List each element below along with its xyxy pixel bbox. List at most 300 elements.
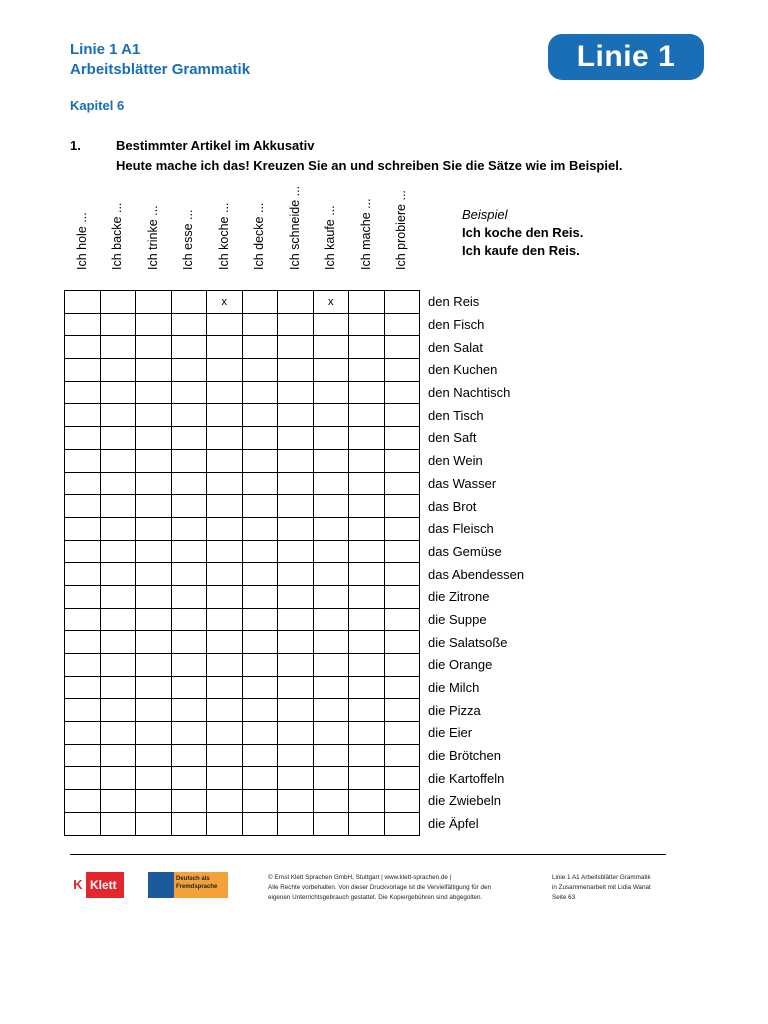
checkbox-cell[interactable] [313, 722, 349, 745]
copyright-line-3: eigenen Unterrichtsgebrauch gestattet. Die Kopiergebühren sind abgegolten. [268, 894, 483, 901]
noun-label: das Wasser [428, 475, 497, 491]
checkbox-cell[interactable] [349, 699, 385, 722]
checkbox-cell[interactable] [65, 699, 101, 722]
checkbox-cell[interactable] [171, 699, 207, 722]
noun-label: den Nachtisch [428, 385, 511, 401]
checkbox-cell[interactable] [171, 767, 207, 790]
checkbox-cell[interactable] [136, 790, 172, 813]
checkbox-cell[interactable] [349, 676, 385, 699]
checkbox-cell[interactable] [349, 767, 385, 790]
checkbox-cell[interactable] [313, 404, 349, 427]
checkbox-cell[interactable] [65, 722, 101, 745]
checkbox-cell[interactable] [242, 359, 278, 382]
checkbox-cell[interactable] [207, 631, 243, 654]
checkbox-cell[interactable] [278, 563, 314, 586]
checkbox-cell[interactable] [278, 699, 314, 722]
checkbox-cell[interactable] [171, 722, 207, 745]
checkbox-cell[interactable] [100, 676, 136, 699]
checkbox-cell[interactable] [171, 359, 207, 382]
checkbox-cell[interactable] [207, 359, 243, 382]
klett-logo-text: Klett [90, 878, 117, 892]
checkbox-cell[interactable] [242, 313, 278, 336]
checkbox-cell[interactable] [313, 699, 349, 722]
checkbox-cell[interactable] [313, 472, 349, 495]
checkbox-cell[interactable] [349, 722, 385, 745]
checkbox-cell[interactable] [278, 654, 314, 677]
checkbox-cell[interactable] [384, 812, 420, 835]
checkbox-cell[interactable] [278, 722, 314, 745]
checkbox-cell[interactable] [100, 540, 136, 563]
checkbox-cell[interactable] [207, 722, 243, 745]
checkbox-cell[interactable] [278, 631, 314, 654]
noun-label: den Tisch [428, 407, 484, 423]
checkbox-cell[interactable] [313, 381, 349, 404]
table-row [65, 517, 629, 540]
checkbox-cell[interactable] [171, 790, 207, 813]
table-row [65, 722, 629, 745]
checkbox-cell[interactable] [242, 767, 278, 790]
checkbox-cell[interactable] [313, 427, 349, 450]
checkbox-cell[interactable] [136, 495, 172, 518]
checkbox-cell[interactable] [171, 336, 207, 359]
checkbox-cell[interactable] [100, 563, 136, 586]
checkbox-cell[interactable] [349, 449, 385, 472]
checkbox-cell[interactable] [384, 744, 420, 767]
checkbox-cell[interactable] [313, 812, 349, 835]
noun-label: den Kuchen [428, 362, 498, 378]
checkbox-cell[interactable] [313, 631, 349, 654]
daf-logo-block [148, 872, 174, 898]
column-header [100, 204, 136, 284]
checkbox-cell[interactable] [100, 790, 136, 813]
checkbox-cell[interactable] [171, 472, 207, 495]
checkbox-cell[interactable] [100, 472, 136, 495]
checkbox-cell[interactable] [313, 563, 349, 586]
checkbox-cell[interactable] [207, 449, 243, 472]
checkbox-cell[interactable] [136, 654, 172, 677]
checkbox-cell[interactable] [65, 540, 101, 563]
checkbox-cell[interactable] [349, 381, 385, 404]
table-row [65, 699, 629, 722]
checkbox-cell[interactable] [278, 449, 314, 472]
checkbox-cell[interactable] [65, 631, 101, 654]
example-sentence-2: Ich kaufe den Reis. [462, 243, 580, 258]
checkbox-cell[interactable] [136, 404, 172, 427]
checkbox-cell[interactable] [65, 608, 101, 631]
checkbox-cell[interactable] [171, 313, 207, 336]
table-row [65, 767, 629, 790]
checkbox-cell[interactable] [65, 336, 101, 359]
checkbox-cell[interactable] [242, 381, 278, 404]
checkbox-cell[interactable] [65, 744, 101, 767]
checkbox-cell[interactable] [242, 744, 278, 767]
table-row [65, 381, 629, 404]
checkbox-cell[interactable] [242, 654, 278, 677]
checkbox-cell[interactable] [384, 676, 420, 699]
checkbox-cell[interactable] [171, 404, 207, 427]
checkbox-cell[interactable] [136, 427, 172, 450]
checkbox-cell[interactable] [242, 676, 278, 699]
page-info-line-2: in Zusammenarbeit mit Lidia Wanat [552, 884, 651, 891]
checkbox-cell[interactable] [278, 585, 314, 608]
checkbox-cell[interactable] [136, 472, 172, 495]
checkbox-cell[interactable] [349, 495, 385, 518]
checkbox-cell[interactable] [349, 585, 385, 608]
checkbox-cell[interactable] [65, 472, 101, 495]
column-header-label: Ich esse ... [181, 209, 196, 270]
checkbox-cell[interactable] [65, 313, 101, 336]
checkbox-cell[interactable] [242, 517, 278, 540]
checkbox-cell[interactable] [100, 608, 136, 631]
checkbox-cell[interactable] [313, 654, 349, 677]
checkbox-cell[interactable] [136, 812, 172, 835]
checkbox-cell[interactable] [278, 495, 314, 518]
checkbox-cell[interactable] [136, 699, 172, 722]
checkbox-cell[interactable] [278, 744, 314, 767]
checkbox-cell[interactable] [171, 812, 207, 835]
checkbox-cell[interactable] [65, 676, 101, 699]
column-header-label: Ich kaufe ... [323, 205, 338, 270]
checkbox-cell[interactable] [171, 676, 207, 699]
table-row [65, 563, 629, 586]
checkbox-cell[interactable] [384, 291, 420, 314]
checkbox-cell[interactable] [136, 631, 172, 654]
checkbox-cell[interactable] [100, 631, 136, 654]
checkbox-cell[interactable] [384, 654, 420, 677]
noun-label: den Salat [428, 339, 483, 355]
checkbox-cell[interactable] [384, 427, 420, 450]
exercise-instruction: Heute mache ich das! Kreuzen Sie an und schreiben Sie die Sätze wie im Beispiel. [116, 158, 623, 173]
checkbox-cell[interactable] [384, 699, 420, 722]
table-row [65, 812, 629, 835]
checkbox-cell[interactable] [207, 699, 243, 722]
checkbox-cell[interactable] [384, 381, 420, 404]
checkbox-cell[interactable] [65, 291, 101, 314]
checkbox-cell[interactable] [171, 631, 207, 654]
checkbox-cell[interactable] [100, 654, 136, 677]
table-row [65, 404, 629, 427]
column-header-label: Ich koche ... [216, 202, 231, 270]
checkbox-cell[interactable] [384, 631, 420, 654]
checkbox-cell[interactable] [313, 676, 349, 699]
checkbox-cell[interactable] [384, 767, 420, 790]
checkbox-cell[interactable] [207, 336, 243, 359]
checkbox-cell[interactable] [207, 517, 243, 540]
checkbox-cell[interactable] [100, 699, 136, 722]
checkbox-cell[interactable] [100, 313, 136, 336]
checkbox-cell[interactable] [136, 291, 172, 314]
table-row [65, 540, 629, 563]
checkbox-cell[interactable] [65, 359, 101, 382]
page-info-block [552, 873, 651, 903]
checkbox-cell[interactable] [384, 722, 420, 745]
noun-label: die Pizza [428, 702, 481, 718]
checkbox-cell[interactable] [349, 744, 385, 767]
noun-label: die Kartoffeln [428, 770, 505, 786]
checkbox-cell[interactable] [65, 812, 101, 835]
checkbox-cell[interactable] [136, 336, 172, 359]
checkbox-cell[interactable] [278, 676, 314, 699]
checkbox-cell[interactable] [100, 585, 136, 608]
checkbox-cell[interactable] [349, 563, 385, 586]
table-row [65, 608, 629, 631]
header-title: Linie 1 A1 [70, 41, 141, 58]
checkbox-cell[interactable] [100, 744, 136, 767]
checkbox-cell[interactable] [278, 790, 314, 813]
exercise-grid [64, 290, 629, 836]
checkbox-cell[interactable]: x [313, 291, 349, 314]
checkbox-cell[interactable] [171, 540, 207, 563]
checkbox-cell[interactable] [384, 495, 420, 518]
footer-divider [70, 854, 666, 855]
checkbox-cell[interactable] [384, 585, 420, 608]
checkbox-cell[interactable] [278, 313, 314, 336]
checkbox-cell[interactable] [207, 654, 243, 677]
klett-k-icon: K [70, 872, 86, 898]
noun-label: die Orange [428, 657, 493, 673]
checkbox-cell[interactable] [384, 540, 420, 563]
checkbox-cell[interactable] [313, 790, 349, 813]
copyright-block [268, 873, 491, 903]
checkbox-cell[interactable] [100, 517, 136, 540]
noun-label: den Wein [428, 453, 483, 469]
checkbox-cell[interactable] [384, 336, 420, 359]
checkbox-cell[interactable] [278, 404, 314, 427]
checkbox-cell[interactable] [171, 449, 207, 472]
checkbox-cell[interactable] [100, 404, 136, 427]
checkbox-cell[interactable] [207, 404, 243, 427]
checkbox-cell[interactable] [136, 722, 172, 745]
checkbox-cell[interactable] [100, 381, 136, 404]
checkbox-cell[interactable] [242, 540, 278, 563]
checkbox-cell[interactable] [171, 563, 207, 586]
checkbox-cell[interactable] [65, 563, 101, 586]
checkbox-cell[interactable] [313, 449, 349, 472]
checkbox-cell[interactable] [100, 359, 136, 382]
checkbox-cell[interactable] [242, 495, 278, 518]
checkbox-cell[interactable] [313, 336, 349, 359]
checkbox-cell[interactable] [207, 427, 243, 450]
checkbox-cell[interactable] [65, 381, 101, 404]
checkbox-cell[interactable] [313, 585, 349, 608]
checkbox-cell[interactable] [207, 767, 243, 790]
column-header [348, 198, 384, 284]
checkbox-cell[interactable] [171, 381, 207, 404]
checkbox-cell[interactable] [136, 563, 172, 586]
checkbox-cell[interactable] [136, 449, 172, 472]
checkbox-cell[interactable] [171, 608, 207, 631]
checkbox-cell[interactable] [171, 654, 207, 677]
checkbox-cell[interactable] [313, 495, 349, 518]
checkbox-cell[interactable] [65, 585, 101, 608]
checkbox-cell[interactable] [242, 699, 278, 722]
checkbox-cell[interactable] [242, 608, 278, 631]
noun-label: die Suppe [428, 611, 487, 627]
checkbox-cell[interactable] [384, 517, 420, 540]
checkbox-cell[interactable] [136, 744, 172, 767]
checkbox-cell[interactable] [349, 313, 385, 336]
checkbox-cell[interactable] [384, 359, 420, 382]
checkbox-cell[interactable] [100, 427, 136, 450]
checkbox-cell[interactable] [65, 654, 101, 677]
noun-label: den Reis [428, 294, 480, 310]
checkbox-cell[interactable] [100, 449, 136, 472]
table-row [65, 790, 629, 813]
checkbox-cell[interactable] [65, 449, 101, 472]
noun-label: die Milch [428, 680, 480, 696]
checkbox-cell[interactable] [171, 744, 207, 767]
example-label: Beispiel [462, 207, 508, 222]
checkbox-cell[interactable] [278, 291, 314, 314]
checkbox-cell[interactable] [278, 812, 314, 835]
noun-label: die Brötchen [428, 748, 501, 764]
checkbox-cell[interactable] [136, 767, 172, 790]
checkbox-cell[interactable] [207, 540, 243, 563]
checkbox-cell[interactable] [100, 495, 136, 518]
checkbox-cell[interactable] [207, 585, 243, 608]
exercise-title: Bestimmter Artikel im Akkusativ [116, 138, 315, 153]
checkbox-cell[interactable] [207, 790, 243, 813]
checkbox-cell[interactable] [242, 472, 278, 495]
checkbox-cell[interactable] [384, 472, 420, 495]
checkbox-cell[interactable] [278, 359, 314, 382]
checkbox-cell[interactable] [242, 336, 278, 359]
checkbox-cell[interactable] [207, 563, 243, 586]
checkbox-cell[interactable] [278, 472, 314, 495]
daf-line-2: Fremdsprache [176, 884, 218, 890]
checkbox-cell[interactable] [242, 722, 278, 745]
checkbox-cell[interactable] [171, 517, 207, 540]
checkbox-cell[interactable] [349, 654, 385, 677]
checkbox-cell[interactable] [349, 404, 385, 427]
checkbox-cell[interactable] [100, 767, 136, 790]
column-header-label: Ich backe ... [110, 202, 125, 270]
checkbox-cell[interactable] [313, 517, 349, 540]
checkbox-cell[interactable] [242, 563, 278, 586]
checkbox-cell[interactable] [349, 472, 385, 495]
checkbox-cell[interactable]: x [207, 291, 243, 314]
checkbox-cell[interactable] [242, 631, 278, 654]
table-row [65, 291, 629, 314]
checkbox-cell[interactable] [313, 359, 349, 382]
checkbox-cell[interactable] [349, 812, 385, 835]
checkbox-cell[interactable] [136, 585, 172, 608]
checkbox-cell[interactable] [349, 359, 385, 382]
checkbox-cell[interactable] [349, 291, 385, 314]
checkbox-cell[interactable] [278, 608, 314, 631]
checkbox-cell[interactable] [278, 767, 314, 790]
table-row [65, 449, 629, 472]
checkbox-cell[interactable] [207, 472, 243, 495]
checkbox-cell[interactable] [278, 336, 314, 359]
checkbox-cell[interactable] [65, 427, 101, 450]
checkbox-cell[interactable] [136, 381, 172, 404]
checkbox-cell[interactable] [349, 540, 385, 563]
checkbox-cell[interactable] [136, 676, 172, 699]
checkbox-cell[interactable] [65, 495, 101, 518]
checkbox-cell[interactable] [100, 291, 136, 314]
checkbox-cell[interactable] [313, 744, 349, 767]
checkbox-cell[interactable] [242, 790, 278, 813]
table-row [65, 495, 629, 518]
checkbox-cell[interactable] [242, 449, 278, 472]
checkbox-cell[interactable] [100, 336, 136, 359]
checkbox-cell[interactable] [242, 585, 278, 608]
checkbox-cell[interactable] [384, 790, 420, 813]
checkbox-cell[interactable] [384, 563, 420, 586]
checkbox-cell[interactable] [384, 608, 420, 631]
checkbox-cell[interactable] [207, 313, 243, 336]
checkbox-cell[interactable] [313, 313, 349, 336]
checkbox-cell[interactable] [65, 404, 101, 427]
checkbox-cell[interactable] [100, 812, 136, 835]
noun-label: den Fisch [428, 317, 485, 333]
column-header [242, 204, 278, 284]
column-header [384, 190, 420, 284]
daf-logo [148, 872, 228, 898]
checkbox-cell[interactable] [278, 517, 314, 540]
page-number: Seite 63 [552, 894, 576, 901]
checkbox-cell[interactable] [136, 540, 172, 563]
checkbox-cell[interactable] [171, 585, 207, 608]
checkbox-cell[interactable] [278, 540, 314, 563]
checkbox-cell[interactable] [313, 608, 349, 631]
checkbox-cell[interactable] [313, 540, 349, 563]
checkbox-cell[interactable] [242, 291, 278, 314]
checkbox-cell[interactable] [100, 722, 136, 745]
checkbox-cell[interactable] [207, 676, 243, 699]
checkbox-cell[interactable] [207, 608, 243, 631]
checkbox-cell[interactable] [171, 291, 207, 314]
checkbox-cell[interactable] [313, 767, 349, 790]
checkbox-cell[interactable] [349, 427, 385, 450]
checkbox-cell[interactable] [242, 427, 278, 450]
checkbox-cell[interactable] [65, 517, 101, 540]
table-row [65, 744, 629, 767]
checkbox-cell[interactable] [384, 449, 420, 472]
checkbox-cell[interactable] [136, 359, 172, 382]
checkbox-cell[interactable] [349, 608, 385, 631]
checkbox-cell[interactable] [278, 427, 314, 450]
checkbox-cell[interactable] [349, 631, 385, 654]
checkbox-cell[interactable] [384, 404, 420, 427]
checkbox-cell[interactable] [349, 517, 385, 540]
checkbox-cell[interactable] [242, 812, 278, 835]
table-row [65, 654, 629, 677]
checkbox-cell[interactable] [278, 381, 314, 404]
page-info-line-1: Linie 1 A1 Arbeitsblätter Grammatik [552, 874, 651, 881]
chapter-label: Kapitel 6 [70, 98, 125, 113]
checkbox-cell[interactable] [136, 313, 172, 336]
checkbox-cell[interactable] [171, 427, 207, 450]
checkbox-cell[interactable] [136, 517, 172, 540]
column-header-label: Ich trinke ... [145, 205, 160, 270]
checkbox-cell[interactable] [384, 313, 420, 336]
checkbox-cell[interactable] [349, 336, 385, 359]
checkbox-cell[interactable] [65, 790, 101, 813]
checkbox-cell[interactable] [65, 767, 101, 790]
checkbox-cell[interactable] [242, 404, 278, 427]
column-header [171, 204, 207, 284]
checkbox-cell[interactable] [349, 790, 385, 813]
checkbox-cell[interactable] [136, 608, 172, 631]
checkbox-cell[interactable] [207, 381, 243, 404]
checkbox-cell[interactable] [171, 495, 207, 518]
checkbox-cell[interactable] [207, 812, 243, 835]
header-subtitle: Arbeitsblätter Grammatik [70, 61, 251, 78]
checkbox-cell[interactable] [207, 744, 243, 767]
checkbox-cell[interactable] [207, 495, 243, 518]
